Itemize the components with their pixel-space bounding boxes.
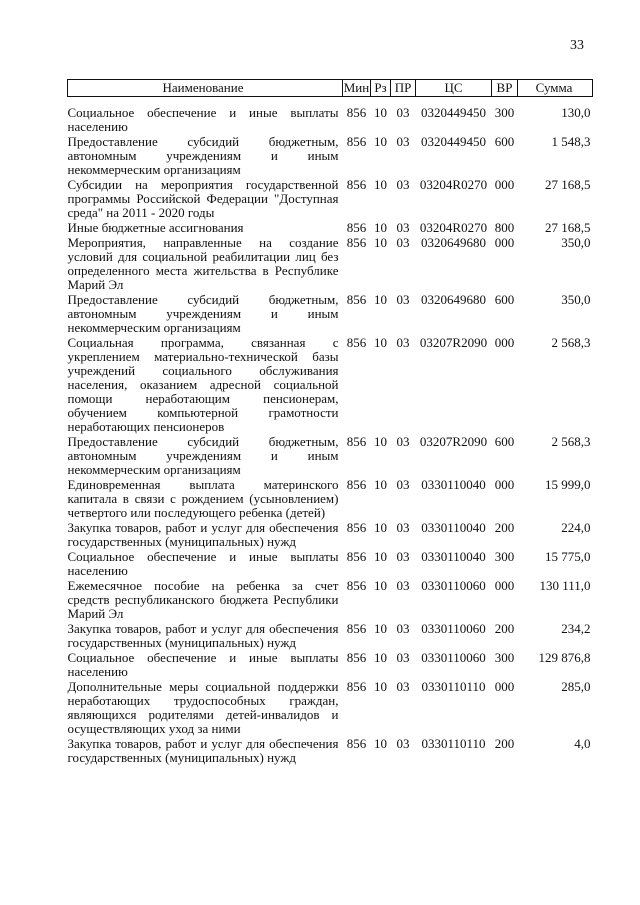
cell-vr: 600 <box>494 292 515 307</box>
cell-rz: 10 <box>374 650 387 665</box>
cell-pr: 03 <box>396 105 410 120</box>
cell-cs: 0330110040 <box>421 477 486 492</box>
cell-name: Закупка товаров, работ и услуг для обеспечения государственных (муниципальных) нужд <box>67 621 339 650</box>
cell-pr: 03 <box>396 292 410 307</box>
header-vr: ВР <box>492 80 518 97</box>
cell-pr: 03 <box>396 549 410 564</box>
table-row <box>68 579 593 622</box>
cell-name: Закупка товаров, работ и услуг для обеспечения государственных (муниципальных) нужд <box>67 736 339 765</box>
cell-vr: 200 <box>494 736 515 751</box>
table-row <box>68 221 593 236</box>
cell-vr: 300 <box>494 105 515 120</box>
cell-name: Дополнительные меры социальной поддержки неработающих трудоспособных граждан, являющихся родителями детей-инвалидов и осуществляющих уход за ними <box>67 679 339 736</box>
cell-sum: 350,0 <box>561 235 591 250</box>
cell-sum: 130 111,0 <box>539 578 591 593</box>
cell-rz: 10 <box>374 621 387 636</box>
table-row <box>68 478 593 521</box>
cell-rz: 10 <box>374 177 387 192</box>
cell-sum: 4,0 <box>574 736 591 751</box>
cell-vr: 300 <box>494 650 515 665</box>
cell-vr: 000 <box>494 235 515 250</box>
cell-min: 856 <box>346 679 367 694</box>
cell-name: Социальное обеспечение и иные выплаты населению <box>67 105 339 134</box>
cell-min: 856 <box>346 134 367 149</box>
cell-vr: 300 <box>494 549 515 564</box>
header-pr: ПР <box>391 80 416 97</box>
cell-name: Закупка товаров, работ и услуг для обеспечения государственных (муниципальных) нужд <box>67 520 339 549</box>
cell-cs: 0330110060 <box>421 650 486 665</box>
table-row <box>68 550 593 579</box>
cell-pr: 03 <box>396 520 410 535</box>
table-row <box>68 178 593 221</box>
table-row <box>68 737 593 766</box>
cell-name: Субсидии на мероприятия государственной программы Российской Федерации "Доступная среда" на 2011 - 2020 годы <box>67 177 339 220</box>
table-row <box>68 97 593 136</box>
cell-min: 856 <box>346 477 367 492</box>
cell-sum: 1 548,3 <box>551 134 591 149</box>
cell-min: 856 <box>346 235 367 250</box>
cell-min: 856 <box>346 434 367 449</box>
cell-sum: 350,0 <box>561 292 591 307</box>
page-number: 33 <box>570 38 584 53</box>
cell-vr: 200 <box>494 520 515 535</box>
cell-name: Предоставление субсидий бюджетным, автономным учреждениям и иным некоммерческим организациям <box>67 134 339 177</box>
cell-min: 856 <box>346 549 367 564</box>
cell-cs: 03207R2090 <box>419 335 488 350</box>
cell-min: 856 <box>346 177 367 192</box>
cell-cs: 0320649680 <box>421 292 486 307</box>
cell-sum: 15 999,0 <box>545 477 591 492</box>
table-body <box>68 97 593 767</box>
cell-rz: 10 <box>374 477 387 492</box>
cell-pr: 03 <box>396 650 410 665</box>
cell-sum: 285,0 <box>561 679 591 694</box>
cell-min: 856 <box>346 220 367 235</box>
cell-name: Предоставление субсидий бюджетным, автономным учреждениям и иным некоммерческим организациям <box>67 292 339 335</box>
cell-name: Предоставление субсидий бюджетным, автономным учреждениям и иным некоммерческим организациям <box>67 434 339 477</box>
cell-rz: 10 <box>374 292 387 307</box>
cell-min: 856 <box>346 335 367 350</box>
cell-cs: 03204R0270 <box>419 177 488 192</box>
header-name: Наименование <box>68 80 343 97</box>
cell-sum: 130,0 <box>561 105 591 120</box>
header-cs: ЦС <box>416 80 492 97</box>
cell-vr: 800 <box>494 220 515 235</box>
cell-min: 856 <box>346 105 367 120</box>
table-header-row <box>68 80 593 97</box>
cell-name: Мероприятия, направленные на создание условий для социальной реабилитации лиц без определенного места жительства в Республике Марий Эл <box>67 235 339 292</box>
cell-rz: 10 <box>374 335 387 350</box>
cell-vr: 000 <box>494 679 515 694</box>
cell-rz: 10 <box>374 736 387 751</box>
cell-cs: 0330110060 <box>421 578 486 593</box>
cell-name: Социальная программа, связанная с укреплением материально-технической базы учреждений социального обслуживания населения, оказанием адресной социальной помощи неработающим пенсионерам, обучением компьютерной грамотности неработающих пенсионеров <box>67 335 339 434</box>
cell-sum: 129 876,8 <box>538 650 591 665</box>
table-row <box>68 135 593 178</box>
cell-rz: 10 <box>374 578 387 593</box>
cell-rz: 10 <box>374 134 387 149</box>
cell-pr: 03 <box>396 477 410 492</box>
cell-sum: 15 775,0 <box>545 549 591 564</box>
header-sum: Сумма <box>518 80 593 97</box>
cell-pr: 03 <box>396 434 410 449</box>
table-row <box>68 336 593 435</box>
table-row <box>68 622 593 651</box>
table-row <box>68 521 593 550</box>
cell-name: Иные бюджетные ассигнования <box>67 220 244 235</box>
cell-pr: 03 <box>396 220 410 235</box>
cell-pr: 03 <box>396 679 410 694</box>
cell-rz: 10 <box>374 434 387 449</box>
cell-sum: 234,2 <box>561 621 591 636</box>
table-row <box>68 651 593 680</box>
cell-name: Социальное обеспечение и иные выплаты населению <box>67 650 339 679</box>
cell-pr: 03 <box>396 134 410 149</box>
cell-vr: 600 <box>494 434 515 449</box>
cell-cs: 03207R2090 <box>419 434 488 449</box>
cell-name: Единовременная выплата материнского капитала в связи с рождением (усыновлением) четвертого или последующего ребенка (детей) <box>67 477 339 520</box>
table-row <box>68 680 593 737</box>
table-row <box>68 236 593 293</box>
cell-pr: 03 <box>396 736 410 751</box>
table-row <box>68 293 593 336</box>
cell-vr: 200 <box>494 621 515 636</box>
cell-min: 856 <box>346 292 367 307</box>
cell-vr: 000 <box>494 335 515 350</box>
cell-vr: 600 <box>494 134 515 149</box>
table-row <box>68 435 593 478</box>
cell-min: 856 <box>346 736 367 751</box>
budget-table <box>67 79 593 766</box>
cell-min: 856 <box>346 621 367 636</box>
cell-rz: 10 <box>374 220 387 235</box>
cell-min: 856 <box>346 520 367 535</box>
cell-rz: 10 <box>374 549 387 564</box>
cell-sum: 27 168,5 <box>545 220 591 235</box>
cell-sum: 27 168,5 <box>545 177 591 192</box>
cell-pr: 03 <box>396 177 410 192</box>
cell-rz: 10 <box>374 679 387 694</box>
cell-sum: 2 568,3 <box>551 434 591 449</box>
cell-rz: 10 <box>374 520 387 535</box>
cell-pr: 03 <box>396 235 410 250</box>
cell-sum: 2 568,3 <box>551 335 591 350</box>
cell-pr: 03 <box>396 335 410 350</box>
cell-cs: 0330110040 <box>421 549 486 564</box>
cell-min: 856 <box>346 578 367 593</box>
cell-cs: 0320449450 <box>421 134 486 149</box>
cell-sum: 224,0 <box>561 520 591 535</box>
cell-cs: 0330110110 <box>421 679 486 694</box>
header-min: Мин <box>343 80 370 95</box>
cell-vr: 000 <box>494 177 515 192</box>
cell-rz: 10 <box>374 235 387 250</box>
cell-pr: 03 <box>396 578 410 593</box>
header-rz: Рз <box>371 80 391 97</box>
cell-name: Ежемесячное пособие на ребенка за счет средств республиканского бюджета Республики Марий Эл <box>67 578 339 621</box>
cell-cs: 0330110040 <box>421 520 486 535</box>
cell-vr: 000 <box>494 477 515 492</box>
cell-cs: 0330110060 <box>421 621 486 636</box>
cell-cs: 0320449450 <box>421 105 486 120</box>
cell-min: 856 <box>346 650 367 665</box>
cell-rz: 10 <box>374 105 387 120</box>
cell-cs: 03204R0270 <box>419 220 488 235</box>
cell-cs: 0330110110 <box>421 736 486 751</box>
cell-name: Социальное обеспечение и иные выплаты населению <box>67 549 339 578</box>
cell-pr: 03 <box>396 621 410 636</box>
cell-cs: 0320649680 <box>421 235 486 250</box>
cell-vr: 000 <box>494 578 515 593</box>
